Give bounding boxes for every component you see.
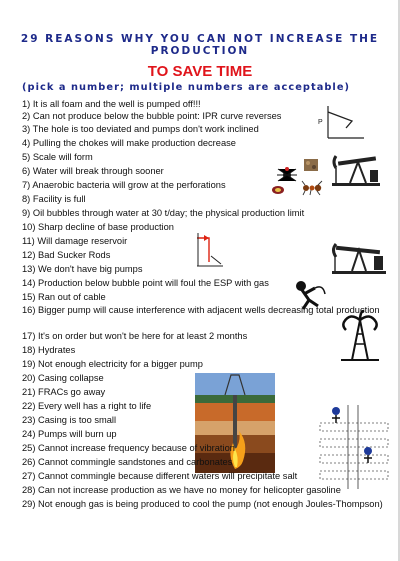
reason-item: 10) Sharp decline of base production [22, 222, 174, 232]
reason-item: 26) Cannot commingle sandstones and carbonates [22, 457, 233, 467]
reason-item: 15) Ran out of cable [22, 292, 106, 302]
reason-item: 22) Every well has a right to life [22, 401, 152, 411]
ipr-axis-letter: P [318, 119, 323, 126]
reason-item: 20) Casing collapse [22, 373, 104, 383]
reason-item: 25) Cannot increase frequency because of vibration [22, 443, 235, 453]
reason-item: 23) Casing is too small [22, 415, 117, 425]
reason-item: 16) Bigger pump will cause interference with adjacent wells decreasing total production [22, 305, 380, 315]
reason-item: 27) Cannot commingle because different waters will precipitate salt [22, 471, 298, 481]
instruction-line: (pick a number; multiple numbers are acceptable) [22, 82, 351, 93]
reason-item: 5) Scale will form [22, 152, 93, 162]
reason-item: 14) Production below bubble point will foul the ESP with gas [22, 278, 269, 288]
reason-item: 9) Oil bubbles through water at 30 t/day; the physical production limit [22, 208, 305, 218]
reason-item: 3) The hole is too deviated and pumps don't work inclined [22, 124, 259, 134]
reason-item: 28) Can not increase production as we have no money for helicopter gasoline [22, 485, 341, 495]
title-line-2: PRODUCTION [150, 45, 250, 57]
reason-item: 17) It's on order but won't be here for at least 2 months [22, 331, 248, 341]
title-line-1: 29 REASONS WHY YOU CAN NOT INCREASE THE [20, 33, 380, 45]
reason-item: 4) Pulling the chokes will make production decrease [22, 138, 236, 148]
reason-item: 29) Not enough gas is being produced to cool the pump (not enough Joules-Thompson) [22, 499, 383, 509]
reason-item: 12) Bad Sucker Rods [22, 250, 111, 260]
reason-item: 21) FRACs go away [22, 387, 106, 397]
reason-item: 6) Water will break through sooner [22, 166, 164, 176]
reason-item: 19) Not enough electricity for a bigger pump [22, 359, 203, 369]
reason-item: 2) Can not produce below the bubble point: IPR curve reverses [22, 111, 282, 121]
reason-item: 7) Anaerobic bacteria will grow at the perforations [22, 180, 226, 190]
reason-item: 24) Pumps will burn up [22, 429, 117, 439]
subtitle: TO SAVE TIME [147, 63, 253, 80]
reason-item: 18) Hydrates [22, 345, 76, 355]
reason-item: 1) It is all foam and the well is pumped off!!! [22, 99, 201, 109]
reason-item: 11) Will damage reservoir [22, 236, 128, 246]
reason-item: 8) Facility is full [22, 194, 86, 204]
reason-item: 13) We don't have big pumps [22, 264, 143, 274]
